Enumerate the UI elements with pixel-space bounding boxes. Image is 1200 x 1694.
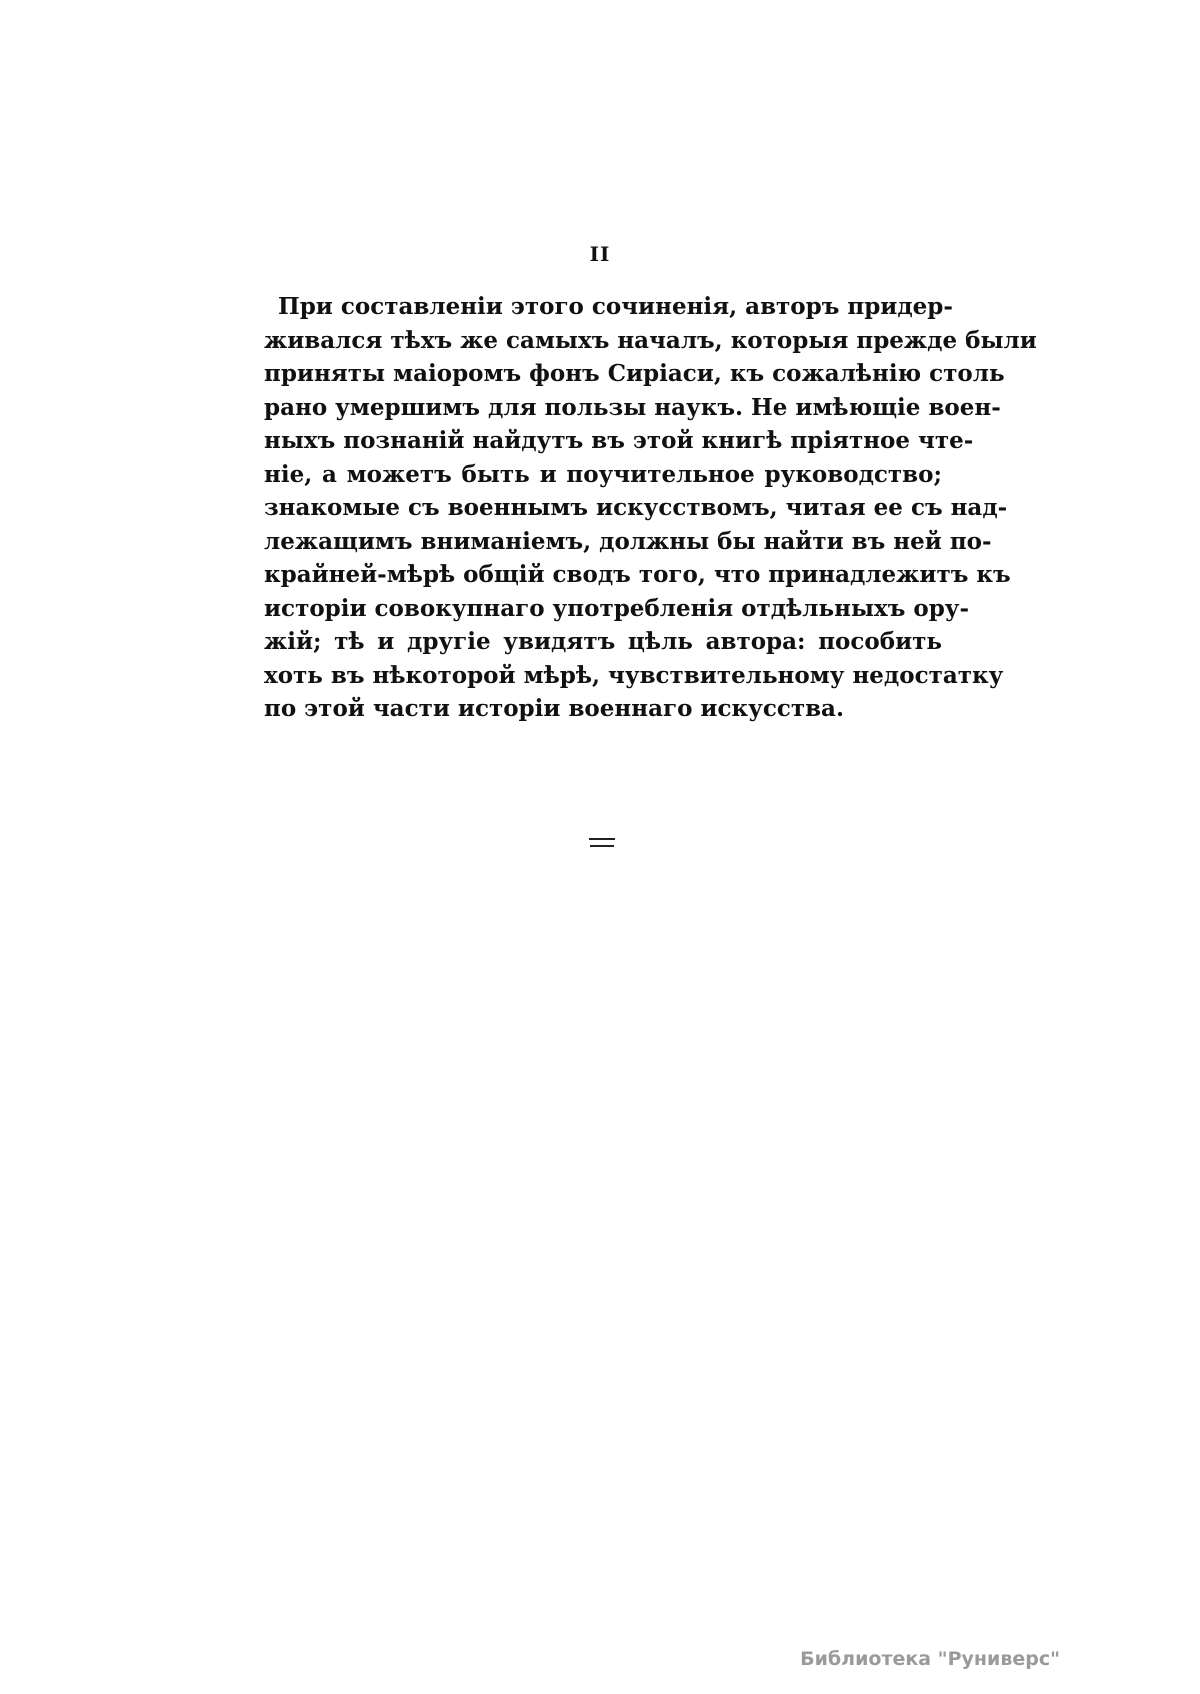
page-number: II xyxy=(589,242,611,266)
paragraph-line: лежащимъ вниманіемъ, должны бы найти въ ней по- xyxy=(264,527,992,555)
paragraph-line: рано умершимъ для пользы наукъ. Не имѣющіе воен- xyxy=(264,393,1001,421)
separator-rule-top xyxy=(589,838,615,840)
paragraph-line: жій; тѣ и другіе увидятъ цѣль автора: пособить xyxy=(264,628,942,655)
paragraph-line: приняты маіоромъ фонъ Сиріаси, къ сожалѣнію столь xyxy=(264,360,1005,387)
paragraph-line: При составленіи этого сочиненія, авторъ придер- xyxy=(278,293,953,320)
section-separator xyxy=(589,838,615,848)
paragraph-line: хоть въ нѣкоторой мѣрѣ, чувствительному недостатку xyxy=(264,661,1004,689)
paragraph-line: крайней-мѣрѣ общій сводъ того, что принадлежитъ къ xyxy=(264,561,1011,588)
body-paragraph xyxy=(264,290,1037,726)
paragraph-line: знакомые съ военнымъ искусствомъ, читая ее съ над- xyxy=(264,494,1008,521)
paragraph-line: ныхъ познаній найдутъ въ этой книгѣ пріятное чте- xyxy=(264,427,974,454)
library-watermark: Библиотека "Руниверс" xyxy=(800,1648,1060,1670)
separator-rule-bottom xyxy=(590,845,614,847)
paragraph-line: по этой части исторіи военнаго искусства. xyxy=(264,695,844,722)
paragraph-line: исторіи совокупнаго употребленія отдѣльныхъ ору- xyxy=(264,594,970,622)
paragraph-line: ніе, а можетъ быть и поучительное руководство; xyxy=(264,460,942,488)
paragraph-line: живался тѣхъ же самыхъ началъ, которыя прежде были xyxy=(264,326,1037,354)
